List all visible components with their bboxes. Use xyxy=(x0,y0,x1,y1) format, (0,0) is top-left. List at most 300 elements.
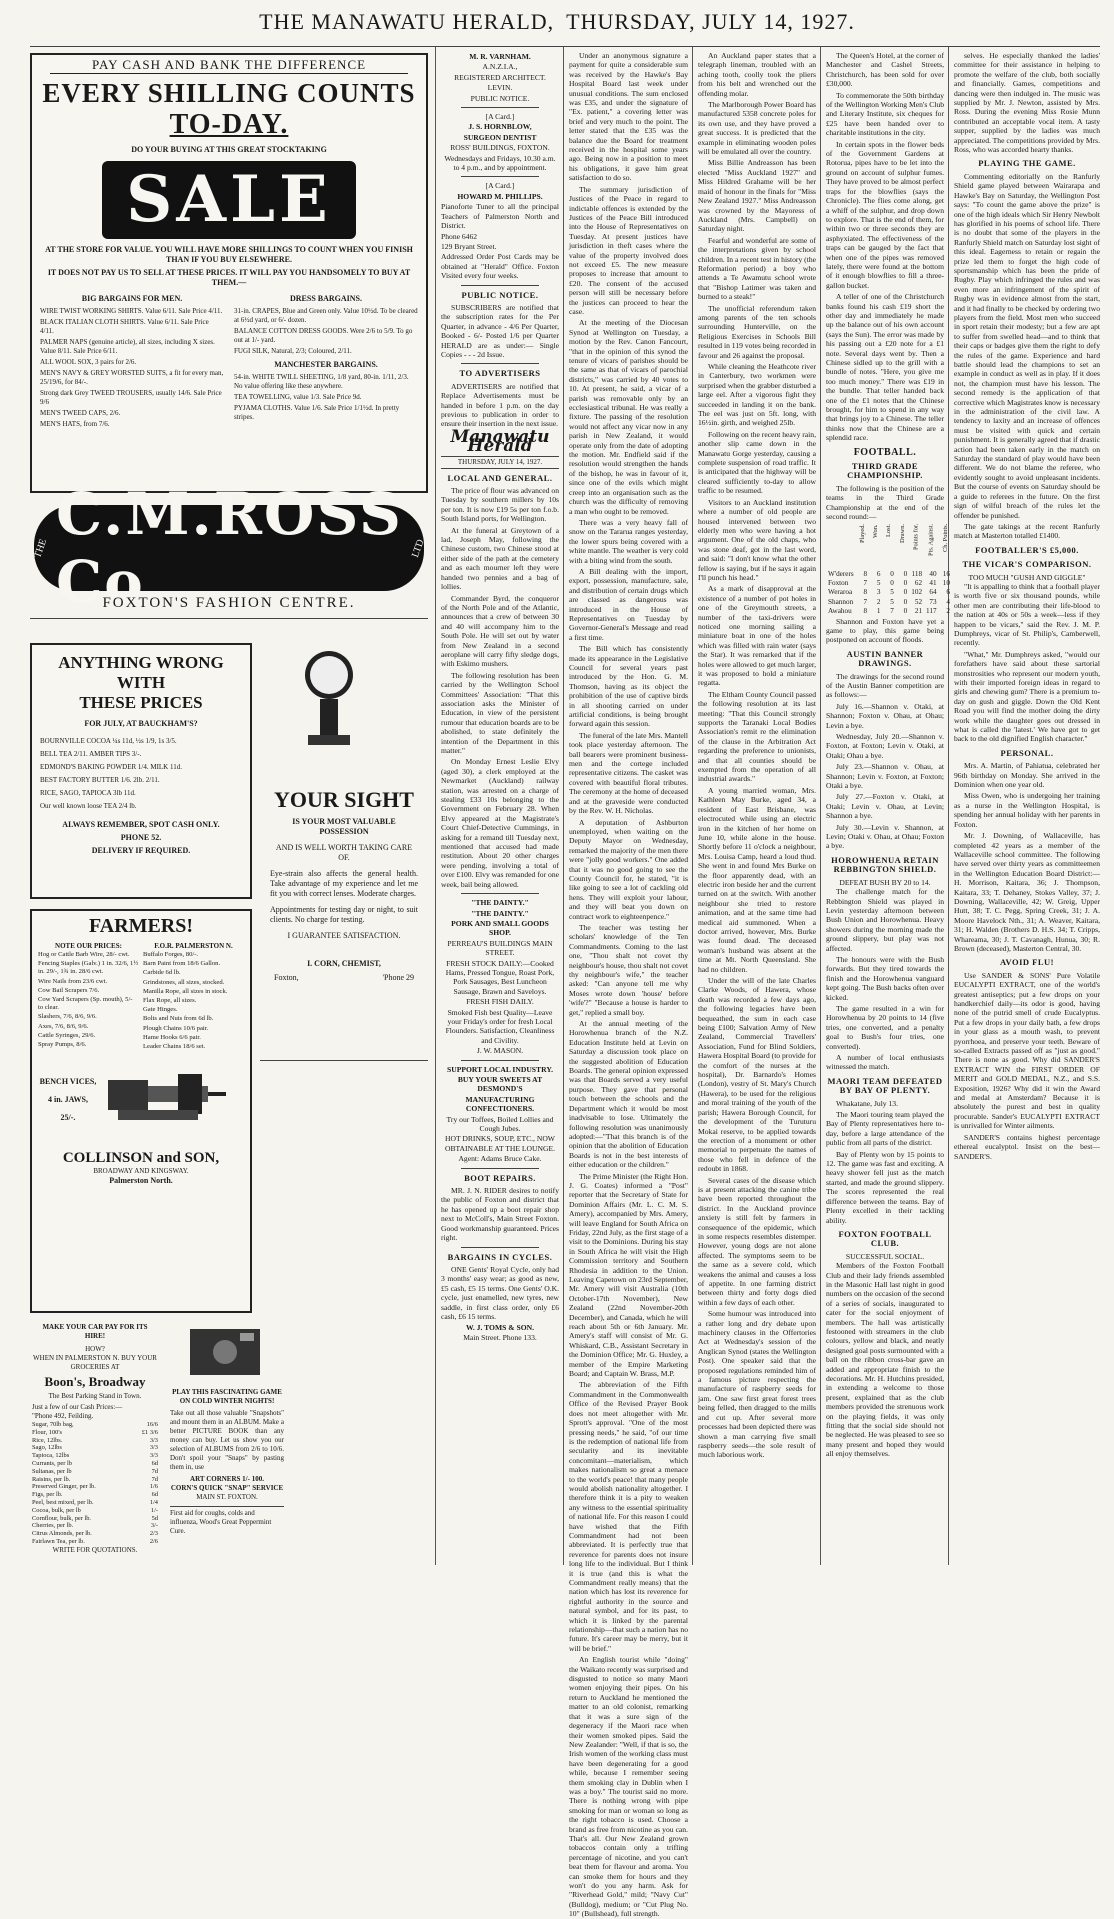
boons-item-price: 7d xyxy=(151,1467,158,1475)
men-bargain-item: PALMER NAPS (genuine article), all sizes, including X sizes. Value 8/11. Sale Price 6/11. xyxy=(40,338,215,355)
ross-name: C.M.ROSS Co xyxy=(55,480,403,616)
corn-town: Foxton, xyxy=(274,973,299,982)
table-cell: 5 xyxy=(890,588,894,597)
table-cell: 117 xyxy=(926,607,937,616)
table-header: Ch. Points. xyxy=(941,523,949,552)
boons-item-price: 6d xyxy=(151,1459,158,1467)
boons-item-name: Figs, per lb. xyxy=(32,1491,63,1499)
masthead-date: THURSDAY, JULY 14, 1927. xyxy=(566,9,855,34)
dainty-line: "THE DAINTY." xyxy=(471,898,529,908)
table-row xyxy=(826,579,952,588)
collinson-name: COLLINSON and SON, xyxy=(62,1150,220,1167)
boons-item-price: 3/- xyxy=(150,1522,158,1530)
manchester-item: TEA TOWELLING, value 1/3. Sale Price 9d. xyxy=(234,393,362,401)
boons-item-name: Flour, 100's xyxy=(32,1428,63,1436)
news-paragraph: Commander Byrd, the conqueror of the North Pole and of the Atlantic, announces that a crew of between 30 and 40 will accompany him to the South Pole. He will set out by water from New Zealand in a second aeroplane will carry fifty sledge dogs, with Eskimo mushers. xyxy=(441,593,559,669)
boons-item-price: 1/6 xyxy=(149,1483,158,1491)
desmond-line: MANUFACTURING CONFECTIONERS. xyxy=(465,1094,535,1114)
table-cell: 10 xyxy=(942,578,950,587)
bauckham-price-item: Our well known loose TEA 2/4 lb. xyxy=(40,802,137,810)
subscription-notice: SUBSCRIBERS are notified that the subscription rates for the Per Quarter, in advance - 4/6 Per Quarter, Booked - 6/- Posted 1/6 per Quarter HERALD are as under:— Single Copies - - - 2d Issue. xyxy=(441,302,559,359)
table-cell: 40 xyxy=(929,569,937,578)
boons-phone: "Phone 492, Feilding. xyxy=(32,1412,94,1420)
corn-chemist-advertisement xyxy=(260,643,428,1061)
varnham-line: PUBLIC NOTICE. xyxy=(470,93,530,103)
table-cell: Weraroa xyxy=(828,588,853,597)
boons-item-price: 6d xyxy=(151,1491,158,1499)
boons-price-row xyxy=(32,1429,158,1437)
hornblow-line: ROSS' BUILDINGS, FOXTON. xyxy=(450,143,550,153)
austin-paragraph: The drawings for the second round of the Austin Banner competition are as follows:— xyxy=(826,671,944,700)
ross-advertisement xyxy=(30,480,428,619)
manchester-item: 54-in. WHITE TWILL SHEETING, 1/8 yard, 80-in. 1/11, 2/3. No value offering like these anywhere. xyxy=(234,373,409,390)
boot-repairs-heading: BOOT REPAIRS. xyxy=(464,1172,536,1183)
column-7 xyxy=(954,51,1100,1565)
vice-price: 25/-. xyxy=(60,1113,76,1123)
table-cell: 0 xyxy=(903,578,908,587)
maori-paragraph: Whakatane, July 13. xyxy=(836,1098,898,1108)
table-cell: 8 xyxy=(863,607,868,616)
table-cell: 0 xyxy=(890,569,894,578)
news-paragraph: Visitors to an Auckland institution where a number of old people are housed intervened between two elderly men who were having a hot argument. One of the old chaps, who was stone deaf, got in the last word, and said: "I don't know what the other fellow is saying, but if he says it again I'll punch his head." xyxy=(698,497,816,582)
farmers-price-item: Fencing Staples (Galv.) 1 in. 32/6, 1½ in. 29/-, 1¾ in. 28/6 cwt. xyxy=(38,960,139,976)
footballer-heading: FOOTBALLER'S £5,000. xyxy=(975,544,1079,555)
boons-item-name: Sultanas, per lb xyxy=(32,1467,72,1475)
playing-game-heading: PLAYING THE GAME. xyxy=(978,158,1076,169)
news-paragraph: The funeral of the late Mrs. Mantell took place yesterday afternoon. The ball bearers were prominent business-men and the cortege included representative citizens. The casket was covered with beautiful floral tributes. The ceremony at the home of deceased and at the graveside were conducted by the Rev. W. H. Nicholas. xyxy=(569,730,689,816)
farmers-price-item: Cow Yard Scrapers (Sp. mouth), 5/- to clear. xyxy=(38,996,133,1012)
news-paragraph: The Bill which has consistently made its appearance in the Legislative Council for several years past introduced by the Hon. G. M. Thomson, having as its object the prohibition of the use of captive birds in all shooting carried on under artificial conditions, is being brought forward again this session. xyxy=(569,644,688,729)
boons-price-row xyxy=(32,1491,158,1499)
varnham-line: A.N.Z.I.A., xyxy=(482,62,518,72)
farmers-price-item: Wire Nails from 23/6 cwt. xyxy=(38,977,108,985)
table-header: Pts. Against. xyxy=(927,523,935,556)
news-paragraph: An Auckland paper states that a telegraph lineman, troubled with an aching tooth, coolly took the pliers from his belt and wrenched out the offending molar. xyxy=(698,51,816,98)
table-cell: 7 xyxy=(863,578,868,587)
boons-price-row xyxy=(32,1483,158,1491)
sale-big-text: SALE xyxy=(102,161,356,239)
news-paragraph: A young married woman, Mrs. Kathleen May Burke, aged 34, a resident of East Brisbane, was electrocuted while using an electric iron in the kitchen of her home on June 10, while alone in the house. Shortly before 11 o'clock a neighbour, Mrs. Louisa Camp, heard a loud thud. She went in and found Mrs Burke on the floor apparently dead, with an electric iron beside her and the current turned on at the switch. With another neighbour she tried to restore animation, and at the same time had medical aid summoned. When a doctor arrived, however, Mrs. Burke was found dead. The deceased woman's husband was absent at the time at Mt. North Queensland. She had no children. xyxy=(698,785,816,974)
austin-paragraph: July 27.—Foxton v. Otaki, at Otaki; Levin v. Ohau, at Levin; Shannon a bye. xyxy=(826,792,944,821)
table-cell: 52 xyxy=(914,597,923,606)
table-cell: 7 xyxy=(890,607,894,616)
boons-price-row xyxy=(32,1421,158,1429)
table-header: Drawn. xyxy=(898,523,906,543)
desmond-line: BUY YOUR SWEETS AT DESMOND'S xyxy=(457,1075,543,1094)
news-paragraph: The teacher was testing her scholars' knowledge of the Ten Commandments. Coming to the last one, "Thou shalt not covet thy neighbour's house, thou shalt not covet thy neighbour's wife," the teacher asked: "Can anyone tell me why Moses wrote down 'house' before 'wife'?" "Because a house is harder to get," replied a small boy. xyxy=(569,922,688,1017)
toms-line: Main Street. Phone 133. xyxy=(463,1332,537,1342)
bauckham-price-item: BELL TEA 2/11. AMBER TIPS 3/-. xyxy=(40,750,142,758)
boons-item-price: 2/3 xyxy=(149,1530,158,1538)
boons-line-3: WHEN IN PALMERSTON N. BUY YOUR GROCERIES AT xyxy=(33,1354,157,1371)
divider xyxy=(461,176,539,177)
boons-price-row xyxy=(32,1530,158,1538)
boons-item-price: £1 3/6 xyxy=(141,1428,158,1436)
horowhenua-subheading: DEFEAT BUSH BY 20 to 14. xyxy=(839,877,931,887)
phillips-line: Addressed Order Post Cards may be obtained at "Herald" Office. Foxton Visited every four weeks. xyxy=(441,252,559,281)
table-cell: 1 xyxy=(876,607,881,616)
news-paragraph: To commemorate the 50th birthday of the Wellington Working Men's Club and Literary Institute, six cheques for £25 have been handed over to charitable institutions in the city. xyxy=(826,90,944,138)
boons-item-name: Currants, per lb xyxy=(32,1459,72,1467)
camera-illustration xyxy=(170,1323,280,1383)
farmers-price-item: Hog or Cattle Barb Wire, 28/- cwt. xyxy=(38,951,130,958)
third-grade-intro: The following is the position of the teams in the Third Grade Championship at the end of the second round:— xyxy=(826,483,944,522)
football-heading: FOOTBALL. xyxy=(853,446,917,458)
farmers-price-item: Carbide 6d lb. xyxy=(143,969,181,977)
farmers-right-list xyxy=(143,951,244,1051)
boons-line-2: HOW? xyxy=(85,1345,105,1353)
boons-item-name: Raisins, per lb. xyxy=(32,1475,71,1483)
news-paragraph: Following on the recent heavy rain, another slip came down in the Manawatu Gorge yesterday, causing a complete suspension of road traffic. It is anticipated that the highway will be cleared sufficiently to-day to allow traffic to be resumed. xyxy=(698,429,816,496)
corn-line-3: Appointments for testing day or night, to suit clients. No charge for testing. xyxy=(270,905,418,924)
bench-vice-illustration xyxy=(98,1060,228,1140)
dainty-line: J. W. MASON. xyxy=(476,1046,524,1056)
divider xyxy=(461,1247,539,1248)
local-general-body xyxy=(441,486,559,1342)
divider xyxy=(461,107,539,108)
snap-address: MAIN ST. FOXTON. xyxy=(196,1493,258,1501)
bauckham-price-item: BOURNVILLE COCOA ¼s 11d, ½s 1/9, 1s 3/5. xyxy=(40,737,177,745)
news-paragraph: selves. He especially thanked the ladies' committee for their assistance in helping to promote the welfare of the club, both socially and financially. Games, competitions and dancing were then indulged in. The music was supplied by Mr. J. Newton, assisted by Mrs. Ross. During the evening Miss Rosie Munn contributed an acceptable vocal item. A tasty supper, supplied by the ladies was much appreciated. The competitions provided by Mrs. Ross, who was accorded hearty thanks. xyxy=(954,51,1101,155)
sale-headline: EVERY SHILLING COUNTS xyxy=(42,78,416,108)
boons-item-name: Peel, best mixed, per lb. xyxy=(32,1498,94,1506)
table-cell: 8 xyxy=(863,588,868,597)
sale-line-2: IT DOES NOT PAY US TO SELL AT THESE PRICES. IT WILL PAY YOU HANDSOMELY TO BUY AT THEM.— xyxy=(47,268,411,287)
card-label: [A Card.] xyxy=(485,112,515,122)
men-bargains-list xyxy=(40,307,224,429)
dainty-line: FRESH STOCK DAILY:—Cooked Hams, Pressed Tongue, Roast Pork, Pork Sausages, Best Luncheon Sausage, Brawn and Saveloys. xyxy=(445,958,555,996)
phillips-line: 129 Bryant Street. xyxy=(441,241,497,251)
boons-advertisement xyxy=(30,1321,160,1565)
news-paragraph: At the annual meeting of the Horowhenua branch of the N.Z. Education Institute held at Levin on Saturday a discussion took place on the suggested abolition of Education Boards. The general opinion expressed was that Boards served a very useful purpose. They gave that personal touch between the schools and the Department which it would be most inadvisable to lose. Ultimately the following resolution was unanimously adopted:—"That this branch is of the opinion that the abolition of Education Boards is not in the best interests of either education or the children." xyxy=(569,1019,688,1170)
sale-line-1: AT THE STORE FOR VALUE. YOU WILL HAVE MORE SHILLINGS TO COUNT WHEN YOU FINISH THAN IF YOU BUY ELSEWHERE. xyxy=(45,245,413,264)
personal-heading: PERSONAL. xyxy=(1000,747,1054,758)
news-paragraph: The Eltham County Council passed the following resolution at its last meeting: "That this Council strongly supports the Taranaki Local Bodies Association's remit re the elimination of the clause in the Arbitration Act regarding the preference to unionists, and that all counties should be exempted from the operation of all industrial awards." xyxy=(698,689,816,784)
news-paragraph: The summary jurisdiction of Justices of the Peace in regard to indictable offences is extended by the Justices of the Peace Bill introduced into the House of Representatives on Tuesday. At present justices have jurisdiction in theft cases where the value of the property involved does not exceed £5. The new measure proposes to increase that amount to £20. The consent of the accused person will still be necessary before the justices can proceed to hear the case. xyxy=(569,184,688,316)
boons-item-price: 1/- xyxy=(150,1506,158,1514)
table-cell: 118 xyxy=(911,569,923,578)
austin-paragraph: July 30.—Levin v. Shannon, at Levin; Otaki v. Ohau, at Ohau; Foxton a bye. xyxy=(826,822,944,851)
table-cell: 21 xyxy=(914,607,923,616)
corn-phone: 'Phone 29 xyxy=(382,973,414,982)
table-cell: 4 xyxy=(946,597,950,606)
dainty-line: FRESH FISH DAILY. xyxy=(466,997,534,1007)
horowhenua-heading: HOROWHENUA RETAIN REBBINGTON SHIELD. xyxy=(831,854,939,875)
hornblow-line: J. S. HORNBLOW, xyxy=(468,122,532,132)
desmond-line: HOT DRINKS, SOUP, ETC., NOW OBTAINABLE AT THE LOUNGE. xyxy=(444,1134,556,1153)
news-paragraph: The price of flour was advanced on Tuesday by southern millers by 10s per ton. It is now £19 5s per ton f.o.b. South Island ports, for Wellington. xyxy=(441,486,559,524)
news-paragraph: The unofficial referendum taken among parents of the ten schools surrounding Hunterville, on the Religious Exercises in Schools Bill resulted in 119 votes being recorded in favour and 26 against the proposal. xyxy=(698,303,816,360)
table-cell: 0 xyxy=(903,597,908,606)
column-4-body xyxy=(569,51,688,1919)
column-6-body xyxy=(826,51,950,1459)
boons-item-name: Rice, 12lbs. xyxy=(32,1436,63,1444)
boons-price-row xyxy=(32,1476,158,1484)
boons-price-list xyxy=(32,1421,158,1546)
farmers-right-head: F.O.R. PALMERSTON N. xyxy=(154,942,233,950)
news-paragraph: In certain spots in the flower beds of the Government Gardens at Rotorua, pipes have to be let into the ground on account of sulphur fumes. They have proved to be almost perfect traps for the blowflies (says the Chronicle). The flies come along, get a whiff of the sulphur, and drop down to explore. That is the end of them, for within two or three seconds they are asphyxiated. The effectiveness of the traps can be gauged by the fact that when one of the pipes was removed lately, there were found at the bottom of it enough blowflies to fill a three-gallon bucket. xyxy=(826,139,944,290)
news-paragraph: The Queen's Hotel, at the corner of Manchester and Cashel Streets, Christchurch, has been sold for over £30,000. xyxy=(826,51,944,89)
desmond-line: SUPPORT LOCAL INDUSTRY. xyxy=(446,1064,553,1074)
playing-game-paragraph: Commenting editorially on the Ranfurly Shield game played between Wairarapa and Hawke's Bay on Saturday, the Wellington Post says: "To count the game above the prize" is one of the high ideals which Sir Henry Newbolt has glorified in his poems of school life. There is no doubt that some of the players in the Ranfurly Shield match on Saturday lost sight of this ideal. Eagerness to retain or regain the prize led them to forget the high code of sportsmanship which has been the pride of Rugby. Play which infringed the rules and was even more an infringement of the spirit of Rugby was in evidence almost from the start, and it had finally to be checked by ordering two players from the field. Most men who succeed in sport retain their modesty; but a few are apt to suffer from swelled head—and to think that their caps or badges give them the right to defy the rules of the game. Experience and hard battle should lead the champions to set an example in conduct as well as in play. If it does not, the champion must have his lesson. The second remedy is the application of that corrective which Magistrates know is necessary in the administration of the civil law. A tendency to laxity and an increase of offences must be visited with quick and certain punishment. It is generally agreed that if drastic action had been taken early in the match on Saturday the standard of play would have been different. We do not blame the referee, who evidently sought to avoid unpleasant incidents. But the course of events on Saturday should be a guide to referees in the future. On the first sign of wilful breach of the rules let the offender be punished. xyxy=(954,171,1100,520)
horowhenua-paragraph: A number of local enthusiasts witnessed the match. xyxy=(826,1053,944,1072)
column-5-body xyxy=(698,51,816,1460)
news-paragraph: Some humour was introduced into a rather long and dry debate upon machinery clauses in the Offertories Act at Wednesday's session of the Anglican Synod (states the Wellington Post). One speaker said that the proposed regulations reminded him of a famous picture respecting the manufacture of raspberry seeds for jam. One saw first great forest trees being felled, then dragged to the mills and cut up. After several more processes had been depicted there was shown a man carrying five small raspberry seeds—the sole result of much laborious work. xyxy=(698,1309,816,1460)
table-cell: 16 xyxy=(942,569,950,578)
men-bargain-item: ALL WOOL SOX, 3 pairs for 2/6. xyxy=(40,358,137,366)
advertisers-notice: ADVERTISERS are notified that Replace Advertisements must be handed in before 1 p.m. on the day previous to publication in order to ensure their insertion in the next issue. xyxy=(441,381,559,429)
table-cell: 2 xyxy=(876,597,881,606)
snap-headline: PLAY THIS FASCINATING GAME ON COLD WINTER NIGHTS! xyxy=(172,1388,282,1405)
dainty-line: PORK AND SMALL GOODS SHOP. xyxy=(451,918,549,938)
championship-table xyxy=(826,524,952,617)
dainty-line: "THE DAINTY." xyxy=(471,908,529,918)
austin-paragraph: Wednesday, July 20.—Shannon v. Foxton, at Foxton; Levin v. Otaki, at Otaki; Ohau a bye. xyxy=(826,732,944,760)
news-paragraph: A deputation of Ashburton unemployed, when waiting on the Deputy Mayor on Wednesday, remarked the majority of the men there were "jolly good workers." One added that it was no good going to see the County Council for, he stated, "it is like going to see a lot of cackling old hens. They will exploit your labour, and they will beat you down on contract work to eighteenpence." xyxy=(569,817,688,921)
sale-logo xyxy=(40,161,418,239)
news-paragraph: The Marlborough Power Board has manufactured 5358 concrete poles for its own use, and they have proved a great success. It is predicted that the example in eliminating wooden poles will be emulated all over the country. xyxy=(698,100,816,157)
ross-prefix: THE xyxy=(31,536,49,560)
farmers-price-item: Cow Bail Scrapers 7/6. xyxy=(38,986,100,994)
divider xyxy=(461,285,539,286)
snap-art-corners: ART CORNERS 1/- 100. xyxy=(190,1475,264,1483)
table-cell: 7 xyxy=(863,597,868,606)
men-bargain-item: BLACK ITALIAN CLOTH SHIRTS. Value 6/11. Sale Price 4/11. xyxy=(40,318,209,335)
bauckham-price-item: EDMOND'S BAKING POWDER 1/4. MILK 11d. xyxy=(40,763,182,771)
boons-price-row xyxy=(32,1444,158,1452)
news-paragraph: A teller of one of the Christchurch banks found his cash £19 short the other day and immediately he made up the balance out of his own account (says the Sun). The error was made by his passing out a £20 note for a £1 note. Several days went by. Then a Chinese sidled up to the grill with a bundle of notes. "Here, you give me too much money." There was £19 in the bundle. That teller handed back one of the £1 notes that the Chinese brought, for him to spend in any way that brings joy to a Chinese. The teller thinks now that the Chinese are a splendid race. xyxy=(826,292,944,443)
column-3 xyxy=(441,51,559,1565)
column-4 xyxy=(569,51,689,1919)
corn-line-1: AND IS WELL WORTH TAKING CARE OF. xyxy=(275,843,413,862)
boons-price-row xyxy=(32,1522,158,1530)
divider xyxy=(461,1168,539,1169)
collinson-town: Palmerston North. xyxy=(109,1176,173,1186)
news-paragraph: While cleaning the Heathcote river in Canterbury, two workmen were surprised when the grabber disturbed a large eel. After a vigorous fight they succeeded in landing it on the bank. The eel was just on 5ft. long, with 16½in. girth, and weighed 25lb. xyxy=(698,362,816,428)
table-row xyxy=(826,588,952,597)
bauckham-price-item: RICE, SAGO, TAPIOCA 3lb 11d. xyxy=(40,789,136,797)
snap-service: CORN'S QUICK "SNAP" SERVICE xyxy=(170,1484,284,1492)
foxton-club-paragraph: Members of the Foxton Football Club and their lady friends assembled in the Masonic Hall last night in good numbers on the occasion of the second of a series of socials, inaugurated to cater for the social enjoyment of members. The hall was artistically festooned with streamers in the club colours, yellow and black, and neatly designed goal posts surmounted with a ball on the ribbon cross-bar gave an added and appropriate finish to the decorations. Mr. H. Hutchins presided, in extending a welcome to those present, explained that as the club members provided the strenuous work on the playing fields, it was only fitting that the social side should not be neglected. He was pleased to see so many present and hoped they would all enjoy themselves. xyxy=(826,1261,944,1459)
news-paragraph: At the meeting of the Diocesan Synod at Wellington on Tuesday, a motion by the Rev. Canon Fancourt, "that in the opinion of this synod the tenure of vicars of parishes should be the same as that of vicars of parochial districts," was carried by 40 votes to 10. At present, he said, a vicar of a parish was removable only by an ecclesiastical tribunal. He was really a fixture. The passing of the resolution would not affect any vicar now in any parish in New Zealand, it would operate only from the date of adopting the motion. Mr. Endfield said if the resolution would strengthen the hands of the bishop, he was in favour of it, since one of the evils which might creep into an organisation such as the church was the difficulty of removing a man who ought to be removed. xyxy=(569,318,688,516)
table-row xyxy=(826,570,952,579)
phillips-line: Pianoforte Tuner to all the principal Teachers of Palmerston North and District. xyxy=(441,202,559,231)
horowhenua-paragraph: The challenge match for the Rebbington Shield was played in Levin yesterday afternoon between Bush Union and Horowhenua. Heavy showers during the morning made the ground slippery, but play was not affected. xyxy=(826,887,944,953)
herald-date: THURSDAY, JULY 14, 1927. xyxy=(441,456,559,469)
table-cell: 2 xyxy=(946,607,950,616)
farmers-price-item: Slashers, 7/6, 8/6, 9/6. xyxy=(38,1013,97,1021)
bauckham-delivery: DELIVERY IF REQUIRED. xyxy=(91,846,191,855)
men-bargains-heading: BIG BARGAINS FOR MEN. xyxy=(81,294,183,303)
boons-item-price: 2/6 xyxy=(149,1537,158,1545)
divider xyxy=(461,363,539,364)
eye-chart-illustration xyxy=(294,647,364,757)
bauckham-head-1: ANYTHING WRONG WITH xyxy=(58,653,224,692)
news-paragraph: Under an anonymous signature a payment for quite a considerable sum was received by the Hawke's Bay Hospital Board last week under unusual conditions. The sum enclosed was £35, and under the signature of "Ex. patient," a covering letter was brief and very much to the point. The letter stated that the £35 was the balance due the Board for treatment received in the hospital some years ago. Being now in a position to meet his obligations, it gave him great satisfaction to do so. xyxy=(569,51,688,183)
boons-item-price: 5d xyxy=(151,1514,158,1522)
farmers-price-item: Flax Rope, all sizes. xyxy=(143,997,197,1005)
card-label: [A Card.] xyxy=(485,181,515,191)
dress-bargain-item: FUGI SILK, Natural, 2/3; Coloured, 2/11. xyxy=(234,347,352,355)
table-cell: 3 xyxy=(876,588,881,597)
boons-item-name: Tapioca, 12lbs xyxy=(32,1452,70,1460)
bauckham-sub: FOR JULY, AT BAUCKHAM'S? xyxy=(84,719,198,728)
foxton-club-subheading: SUCCESSFUL SOCIAL. xyxy=(845,1251,925,1261)
maori-heading: MAORI TEAM DEFEATED BY BAY OF PLENTY. xyxy=(827,1075,943,1096)
austin-paragraph: July 16.—Shannon v. Otaki, at Shannon; Foxton v. Ohau, at Ohau; Levin a bye. xyxy=(826,701,944,730)
herald-nameplate: Manawatu Herald xyxy=(450,426,550,457)
table-cell: Shannon xyxy=(828,597,854,606)
phillips-line: HOWARD M. PHILLIPS. xyxy=(457,191,543,201)
farmers-left-list xyxy=(38,951,139,1049)
table-cell: 102 xyxy=(911,588,923,597)
dainty-line: PERREAU'S BUILDINGS MAIN STREET. xyxy=(447,938,553,958)
farmers-price-item: Grindstones, all sizes, stocked. xyxy=(143,978,225,986)
sale-banner: PAY CASH AND BANK THE DIFFERENCE xyxy=(50,57,408,74)
snap-body: Take out all those valuable "Snapshots" and mount them in an ALBUM. Make a better PICTURE BOOK than any money can buy. Let us show you our selection of ALBUMS from 2/6 to 10/6. Don't spoil your "Snaps" by pasting them in, use xyxy=(170,1409,284,1471)
news-paragraph: The Prime Minister (the Right Hon. J. G. Coates) informed a "Post" reporter that the Secretary of State for Dominion Affairs (Mr. L. C. M. S. Amery), accompanied by Mrs. Amery, will leave England for South Africa on Friday, 22nd July, as the first stage of a visit to the Dominions. During his stay in South Africa he will visit the High Commission territory and Southern Rhodesia in addition to the Union. Leaving Capetown on 23rd September, Mr. Amery will visit Australia (10th October-17th November), New Zealand (22nd November-20th December), and Canada, which he will reach about 5th or 6th January. Mr. Amery's staff will consist of Mr. G. Whiskard, C.B., Assistant Secretary in the Dominion Office; Mr. G. Huxley, a member of the Empire Marketing Board; and Captain W. Brass, M.P. xyxy=(569,1171,688,1379)
boons-item-price: 16/6 xyxy=(146,1421,158,1428)
table-cell: Awahou xyxy=(828,607,852,616)
boons-item-name: Cherries, per lb. xyxy=(32,1522,74,1530)
news-paragraph: There was a very heavy fall of snow on the Tararua ranges yesterday, the lower spurs being covered with a white mantle. The weather is very cold with a biting wind from the south. xyxy=(569,517,688,565)
boons-item-price: 3/3 xyxy=(149,1436,158,1444)
boons-price-row xyxy=(32,1437,158,1445)
farmers-advertisement xyxy=(30,909,252,1313)
vicar-subheading: TOO MUCH "GUSH AND GIGGLE" xyxy=(968,572,1086,582)
table-header xyxy=(826,524,856,570)
table-cell: W'derers xyxy=(828,569,854,578)
boons-item-name: Citrus Almonds, per lb. xyxy=(32,1530,92,1538)
vicar-heading: THE VICAR'S COMPARISON. xyxy=(962,559,1092,570)
desmond-line: Try our Toffees, Boiled Lollies and Cough Jubes. xyxy=(446,1114,554,1134)
dress-bargains-heading: DRESS BARGAINS. xyxy=(289,294,363,303)
farmers-price-item: Bolts and Nuts from 6d lb. xyxy=(143,1015,214,1023)
news-paragraph: As a mark of disapproval at the existence of a number of pot holes in one of the Greymouth streets, a number of the taxi-drivers were noticed one morning sailing a miniature boat in one of the holes which was filled with rain water (says the Star). It was remarked that if the holes were allowed to get much larger, it was proposed to hold a miniature regatta. xyxy=(698,584,816,688)
boons-item-price: 1/4 xyxy=(149,1498,158,1506)
notices-block xyxy=(441,52,559,429)
boons-item-price: 3/3 xyxy=(149,1444,158,1452)
news-paragraph: An English tourist while "doing" the Waikato recently was surprised and disgusted to notice so many Maori women enjoying their pipes. On his return to Auckland he mentioned the matter to an old colonist, remarking that it was a sure sign of the degeneracy if the Maori race when their women smoked pipes. Said the New Zealander: "Well, if that is so, the Irish women of the working class must have been degenerating for a good while, because I remember seeing them smoking clay in Dublin when I was a boy." The tourist said no more. There is nothing wrong with pipe smoking for man or woman so long as the right tobacco is used. Choose a brand as free from nicotine as you can. That's all. Our New Zealand grown tobaccos contain only a trifling percentage of nicotine, and you can't beat them for flavour and aroma. You can smoke them for hours and they won't do you any harm. Ask for "Riverhead Gold," mild; "Navy Cut" (Bulldog), medium; or "Cut Plug No. 10" (Bullshead), full strength. xyxy=(569,1655,688,1919)
varnham-line: REGISTERED ARCHITECT. xyxy=(454,72,546,82)
farmers-left-head: NOTE OUR PRICES: xyxy=(55,942,122,950)
table-cell: 6 xyxy=(946,588,950,597)
boons-price-row xyxy=(32,1452,158,1460)
news-paragraph: Fearful and wonderful are some of the interpretations given by school children. In a recent test in history (the Reformation period) a boy who attends a Te Awamutu school wrote that "Bishop Latimer was taken and burned to a steak!" xyxy=(698,235,816,302)
manchester-item: PYJAMA CLOTHS. Value 1/6. Sale Price 1/1½d. In pretty stripes. xyxy=(234,404,400,421)
farmers-price-item: Spray Pumps, 8/6. xyxy=(38,1041,87,1049)
farmers-price-item: Manilla Rope, all sizes in stock. xyxy=(143,987,228,995)
vicar-paragraph: "It is appalling to think that a football player is worth five or six thousand pounds, while other men are contributing their life-blood to the nation at 40s or 50s a week—less if they happen to be vicars," said the Rev. J. M. P. Dumphreys, vicar of St. Philip's, Camberwell, recently. xyxy=(954,581,1100,648)
local-general-heading: LOCAL AND GENERAL. xyxy=(447,472,553,483)
farmers-price-item: Axes, 7/6, 8/6, 9/6. xyxy=(38,1022,89,1030)
bauckham-phone: PHONE 52. xyxy=(120,833,162,842)
austin-heading: AUSTIN BANNER DRAWINGS. xyxy=(846,648,924,669)
farmers-price-item: Plough Chains 10/6 pair. xyxy=(143,1024,209,1032)
avoid-flu-heading: AVOID FLU! xyxy=(999,957,1055,968)
boons-foot: WRITE FOR QUOTATIONS. xyxy=(52,1545,138,1554)
varnham-line: M. R. VARNHAM. xyxy=(469,52,531,61)
column-5 xyxy=(698,51,816,1565)
news-paragraph: On Monday Ernest Leslie Elvy (aged 30), a clerk employed at the Newmarket (Auckland) railway station, was arrested on a charge of stealing £33 10s belonging to the Government on February 28. When Elvy appeared at the Magistrate's Court Chief-Detective Cummings, in asking for a remand till Tuesday next, mentioned that accused had made restitution. About 20 other charges were pending, involving a total of over £100. Elvy was remanded for one week, bail being allowed. xyxy=(441,757,559,889)
news-paragraph: Several cases of the disease which is at present attacking the canine tribe have been reported throughout the district. In the Auckland province anxiety is still felt by farmers in consequence of the epidemic, which in some respects resembles distemper. However, young dogs are not alone affected. The symptoms seem to be the same as a severe cold, which weakens the animal and causes a loss of appetite. In one farming district between thirty and forty dogs died within a few days of each other. xyxy=(698,1175,816,1307)
farmers-price-item: Hame Hooks 6/6 pair. xyxy=(143,1033,201,1041)
snapshot-advertisement xyxy=(168,1321,286,1565)
farmers-price-item: Cattle Syringes, 29/6. xyxy=(38,1031,96,1039)
toms-line: W. J. TOMS & SON. xyxy=(465,1323,534,1333)
news-paragraph: At the funeral at Greytown of a lad, Joseph May, following the Chinese custom, two Chinese stood at either side of the path at the cemetery and as each mourner left they were handed two pennies and a bag of lollies. xyxy=(441,525,559,592)
public-notice-heading: PUBLIC NOTICE. xyxy=(461,289,539,300)
table-cell: 0 xyxy=(903,588,908,597)
desmond-line: Agent: Adams Bruce Cake. xyxy=(458,1154,542,1164)
table-cell: 8 xyxy=(863,569,868,578)
news-paragraph: A Bill dealing with the import, export, possession, manufacture, sale, and distribution of certain drugs which are classed as dangerous was introduced in the House of Representatives on Tuesday by Governor-General's Message and read a first time. xyxy=(569,566,688,642)
news-paragraph: Under the will of the late Charles Clarke Woods, of Hawera, whose death was recorded a few days ago, the following legacies have been bequeathed, the sum in each case being £100; Salvation Army of New Zealand, Commercial Travellers' Association, Fund for Blind Soldiers, Hawera Hospital Board (to provide for the comfort of the nurses at the hospital), Dr. Barnardo's Homes (London), vestry of St. Mary's Church (Hawera), to be used for the religious and moral training of the youth of the parish; Hawera Borough Council, for the development of the Turuturu Mokai reserve, to be applied towards the erection of a monument or other memorial to perpetuate the names of those who fell in defence of the redoubt in 1868. xyxy=(698,976,816,1174)
vice-label: BENCH VICES, xyxy=(39,1077,97,1087)
table-cell: 0 xyxy=(890,578,894,587)
hornblow-line: Wednesdays and Fridays, 10.30 a.m. to 4 p.m., and by appointment. xyxy=(444,153,556,173)
corn-name: I. CORN, CHEMIST, xyxy=(307,959,381,968)
table-header: Points for. xyxy=(912,523,920,550)
bauckham-price-item: BEST FACTORY BUTTER 1/6. 2lb. 2/11. xyxy=(40,776,160,784)
sale-headline-2: TO-DAY. xyxy=(169,109,289,140)
boons-item-price: 3/3 xyxy=(149,1452,158,1460)
cycles-notice: ONE Gents' Royal Cycle, only had 3 months' easy wear; as good as new, £5 cash, £5 15 terms. One Gents' O.K. cycle, just enamelled, new tyres, new saddle, in first class order, only £6 cash, £6 15 terms. xyxy=(441,1264,559,1321)
foxton-club-heading: FOXTON FOOTBALL CLUB. xyxy=(838,1228,932,1249)
boons-item-name: Cocoa, bulk, per lb xyxy=(32,1506,81,1514)
sale-sub: DO YOUR BUYING AT THIS GREAT STOCKTAKING xyxy=(131,145,327,154)
men-bargain-item: Strong dark Grey TWEED TROUSERS, usually 14/6. Sale Price 9/6 xyxy=(40,389,222,406)
news-paragraph: The abbreviation of the Fifth Commandment in the Commonwealth Office of the Revised Prayer Book does not meet altogether with Mr. Sprott's approval. "One of the most pressing needs," he said, "of our time is the redemption of national life from secularity and its inevitable concomitant—materialism, which makes nationalism so great a menace to the world's peace! that many people would abolish nationality altogether. I therefore think it is a pity to weaken any witness to the essential spirituality of national life. For this reason I could have wished that the Fifth Commandment had not been abbreviated. It is perfectly true that reverence for parents does not insure long life to the individual. But I think it is true (and this is what the Commandment really means) that the nation which has lost its reverence for rightful authority in the source and natural symbol, and for its past, to which it is linked by the parental relationship—that such a nation has no future. It's career may be merry, but it will be brief." xyxy=(569,1380,688,1653)
table-footnote: Shannon and Foxton have yet a game to play, this game being postponed on account of floods. xyxy=(826,616,944,645)
boons-item-name: Fairlawn Tea, per lb. xyxy=(32,1537,85,1545)
boons-line-4: The Best Parking Stand in Town. xyxy=(48,1392,142,1400)
advertisers-heading: TO ADVERTISERS xyxy=(459,368,541,379)
bauckham-foot-1: ALWAYS REMEMBER, SPOT CASH ONLY. xyxy=(62,820,220,829)
table-cell: 0 xyxy=(903,569,908,578)
masthead xyxy=(0,0,1114,44)
dress-bargains-list xyxy=(234,307,418,356)
men-bargain-item: MEN'S TWEED CAPS, 2/6. xyxy=(40,409,121,417)
boons-item-name: Preserved Ginger, per lb. xyxy=(32,1483,96,1491)
farmers-price-item: Leader Chains 18/6 set. xyxy=(143,1043,206,1051)
newspaper-page xyxy=(30,46,1101,1919)
table-cell: 73 xyxy=(929,597,937,606)
hornblow-line: SURGEON DENTIST xyxy=(463,132,537,142)
manchester-heading: MANCHESTER BARGAINS. xyxy=(274,360,378,369)
table-header: Lost. xyxy=(885,523,893,537)
farmers-head: FARMERS! xyxy=(88,915,194,937)
boons-price-row xyxy=(32,1515,158,1523)
table-cell: 0 xyxy=(903,607,908,616)
boons-price-row xyxy=(32,1507,158,1515)
ross-suffix: LTD xyxy=(409,537,427,559)
table-row xyxy=(826,607,952,616)
boons-item-name: Sugar, 70lb bag, xyxy=(32,1421,74,1428)
horowhenua-paragraph: The game resulted in a win for Horowhenua by 20 points to 14 (five tries, one converted, and a penalty goal to Bush's four tries, one converted). xyxy=(826,1003,944,1051)
boons-line-5: Just a few of our Cash Prices:— xyxy=(32,1403,123,1411)
vice-jaws: 4 in. JAWS, xyxy=(47,1095,88,1105)
table-cell: Foxton xyxy=(828,578,849,587)
news-paragraph: The following resolution has been carried by the Wellington School Committees' Association: "That this association asks the Minister of Education, in view of the persistent rumour that education boards are to be abolished, to state definitely the intention of the Department in this matter." xyxy=(441,670,559,755)
men-bargain-item: MEN'S HATS, from 7/6. xyxy=(40,420,110,428)
farmers-price-item: Barn Paint from 18/6 Gallon. xyxy=(143,960,221,968)
vicar-paragraph: "What," Mr. Dumphreys asked, "would our forefathers have said about these sartorial monstrosities who represent our modern youth, with their imported foreign ideas in regard to girls and chewing gum? There is a premium to-day on gush and giggle. Down the Old Kent Road you will find the mother doing the dirty work while the daughter goes out dressed in what is called the 'latest.' We have got to get back to the old dignified English character." xyxy=(954,649,1100,744)
personal-paragraph: Mrs. A. Martin, of Pahiatua, celebrated her 96th birthday on Monday. She arrived in the Dominion when one year old. xyxy=(954,761,1100,790)
column-7-body xyxy=(954,51,1100,1161)
divider xyxy=(461,893,539,894)
corn-headline: YOUR SIGHT xyxy=(274,787,414,812)
